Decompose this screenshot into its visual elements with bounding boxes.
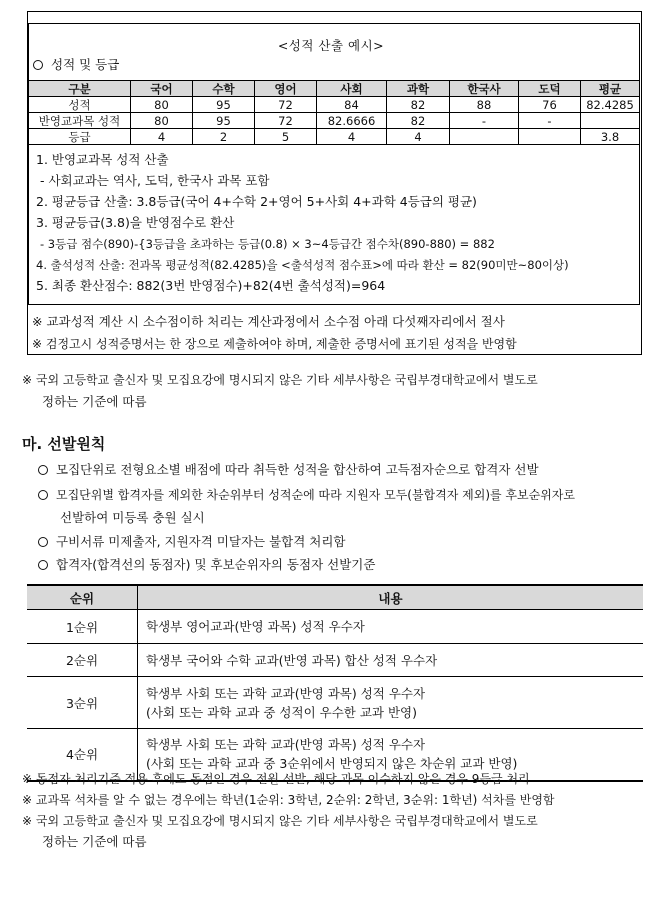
score-row [29, 113, 640, 129]
circle-bullet-icon [38, 537, 48, 547]
selection-bullet [38, 534, 346, 550]
example-title: <성적 산출 예시> [277, 38, 385, 53]
score-table [28, 80, 640, 145]
example-step: - 3등급 점수(890)-{3등급을 초과하는 등급(0.8) × 3~4등급간 점수차(890-880) = 882 [40, 237, 495, 251]
tiebreak-rank: 2순위 [27, 644, 138, 677]
score-cell: 등급 [29, 129, 131, 145]
footnote-cont: 정하는 기준에 따름 [42, 834, 147, 849]
score-cell: 4 [317, 129, 387, 145]
score-cell: 95 [193, 113, 255, 129]
example-note: ※ 검정고시 성적증명서는 한 장으로 제출하여야 하며, 제출한 증명서에 표기된 성적을 반영함 [32, 337, 517, 351]
footnote: ※ 동점자 처리기준 적용 후에도 동점인 경우 전원 선발, 해당 과목 이수하지 않은 경우 9등급 처리 [22, 772, 530, 786]
score-cell: 80 [131, 97, 193, 113]
score-cell [581, 113, 640, 129]
score-header-cell: 과학 [387, 81, 450, 97]
selection-bullet-cont: 선발하여 미등록 충원 실시 [60, 510, 205, 525]
tiebreak-rank: 4순위 [27, 729, 138, 781]
score-header-cell: 수학 [193, 81, 255, 97]
score-header-cell: 영어 [255, 81, 317, 97]
score-table-header [29, 81, 640, 97]
footnote: ※ 국외 고등학교 출신자 및 모집요강에 명시되지 않은 기타 세부사항은 국립부경대학교에서 별도로 [22, 814, 538, 828]
tiebreak-line: 학생부 영어교과(반영 과목) 성적 우수자 [146, 619, 365, 634]
score-cell: 76 [519, 97, 581, 113]
tiebreak-line: (사회 또는 과학 교과 중 성적이 우수한 교과 반영) [146, 704, 417, 720]
score-cell: 2 [193, 129, 255, 145]
score-row [29, 97, 640, 113]
tiebreak-header-cell: 내용 [138, 585, 644, 610]
score-header-cell: 한국사 [450, 81, 519, 97]
score-cell [450, 129, 519, 145]
score-cell: 80 [131, 113, 193, 129]
tiebreak-line: (사회 또는 과학 교과 중 3순위에서 반영되지 않은 차순위 교과 반영) [146, 756, 518, 772]
footnote: ※ 교과목 석차를 알 수 없는 경우에는 학년(1순위: 3학년, 2순위: 2학년, 3순위: 1학년) 석차를 반영함 [22, 793, 555, 807]
tiebreak-header-cell: 순위 [27, 585, 138, 610]
score-cell: 82 [387, 97, 450, 113]
example-note: ※ 교과성적 계산 시 소수점이하 처리는 계산과정에서 소수점 아래 다섯째자리에서 절사 [32, 314, 505, 329]
selection-bullet-text: 구비서류 미제출자, 지원자격 미달자는 불합격 처리함 [56, 534, 346, 549]
score-cell: 4 [387, 129, 450, 145]
score-row [29, 129, 640, 145]
score-cell: 82.4285 [581, 97, 640, 113]
selection-bullet [38, 557, 375, 573]
score-header-cell: 사회 [317, 81, 387, 97]
example-step: 4. 출석성적 산출: 전과목 평균성적(82.4285)을 <출석성적 점수표>에 따라 환산 = 82(90미만~80이상) [36, 258, 569, 272]
score-cell: - [519, 113, 581, 129]
tiebreak-rank: 1순위 [27, 610, 138, 644]
score-cell: 5 [255, 129, 317, 145]
selection-bullet [38, 487, 575, 503]
score-cell: 82 [387, 113, 450, 129]
tiebreak-rank: 3순위 [27, 677, 138, 729]
score-cell [519, 129, 581, 145]
overseas-note-cont: 정하는 기준에 따름 [42, 394, 147, 409]
score-cell: 95 [193, 97, 255, 113]
score-cell: 72 [255, 97, 317, 113]
tiebreak-row [27, 644, 643, 677]
tiebreak-header [27, 585, 643, 610]
tiebreak-line: 학생부 사회 또는 과학 교과(반영 과목) 성적 우수자 [146, 685, 426, 701]
overseas-note: ※ 국외 고등학교 출신자 및 모집요강에 명시되지 않은 기타 세부사항은 국립부경대학교에서 별도로 [22, 373, 538, 387]
circle-bullet-icon [38, 465, 48, 475]
score-header-cell: 평균 [581, 81, 640, 97]
tiebreak-content [138, 677, 644, 729]
tiebreak-line: 학생부 국어와 수학 교과(반영 과목) 합산 성적 우수자 [146, 652, 438, 668]
circle-bullet-icon [33, 60, 43, 70]
score-cell: 82.6666 [317, 113, 387, 129]
tiebreak-content [138, 644, 644, 677]
selection-bullet-text: 모집단위로 전형요소별 배점에 따라 취득한 성적을 합산하여 고득점자순으로 합격자 선발 [56, 462, 539, 477]
score-cell: 3.8 [581, 129, 640, 145]
selection-bullet-text: 모집단위별 합격자를 제외한 차순위부터 성적순에 따라 지원자 모두(불합격자 제외)를 후보순위자로 [56, 488, 575, 502]
score-cell: 4 [131, 129, 193, 145]
tiebreak-content [138, 610, 644, 644]
score-cell: - [450, 113, 519, 129]
example-step: 1. 반영교과목 성적 산출 [36, 152, 169, 167]
selection-bullet [38, 462, 539, 478]
score-cell: 반영교과목 성적 [29, 113, 131, 129]
score-cell: 72 [255, 113, 317, 129]
tiebreak-table [27, 584, 643, 782]
example-heading-text: 성적 및 등급 [51, 57, 120, 72]
circle-bullet-icon [38, 560, 48, 570]
tiebreak-row [27, 677, 643, 729]
score-header-cell: 구분 [29, 81, 131, 97]
score-cell: 84 [317, 97, 387, 113]
tiebreak-line: 학생부 사회 또는 과학 교과(반영 과목) 성적 우수자 [146, 737, 426, 753]
example-step: - 사회교과는 역사, 도덕, 한국사 과목 포함 [40, 173, 270, 188]
circle-bullet-icon [38, 490, 48, 500]
score-header-cell: 도덕 [519, 81, 581, 97]
score-cell: 88 [450, 97, 519, 113]
example-step: 3. 평균등급(3.8)을 반영점수로 환산 [36, 215, 235, 230]
example-step: 5. 최종 환산점수: 882(3번 반영점수)+82(4번 출석성적)=964 [36, 278, 386, 293]
selection-bullet-text: 합격자(합격선의 동점자) 및 후보순위자의 동점자 선발기준 [56, 557, 376, 572]
score-header-cell: 국어 [131, 81, 193, 97]
example-heading [33, 57, 119, 73]
example-step: 2. 평균등급 산출: 3.8등급(국어 4+수학 2+영어 5+사회 4+과학 4등급의 평균) [36, 194, 477, 209]
section-heading: 마. 선발원칙 [22, 435, 106, 453]
score-cell: 성적 [29, 97, 131, 113]
tiebreak-row [27, 610, 643, 644]
